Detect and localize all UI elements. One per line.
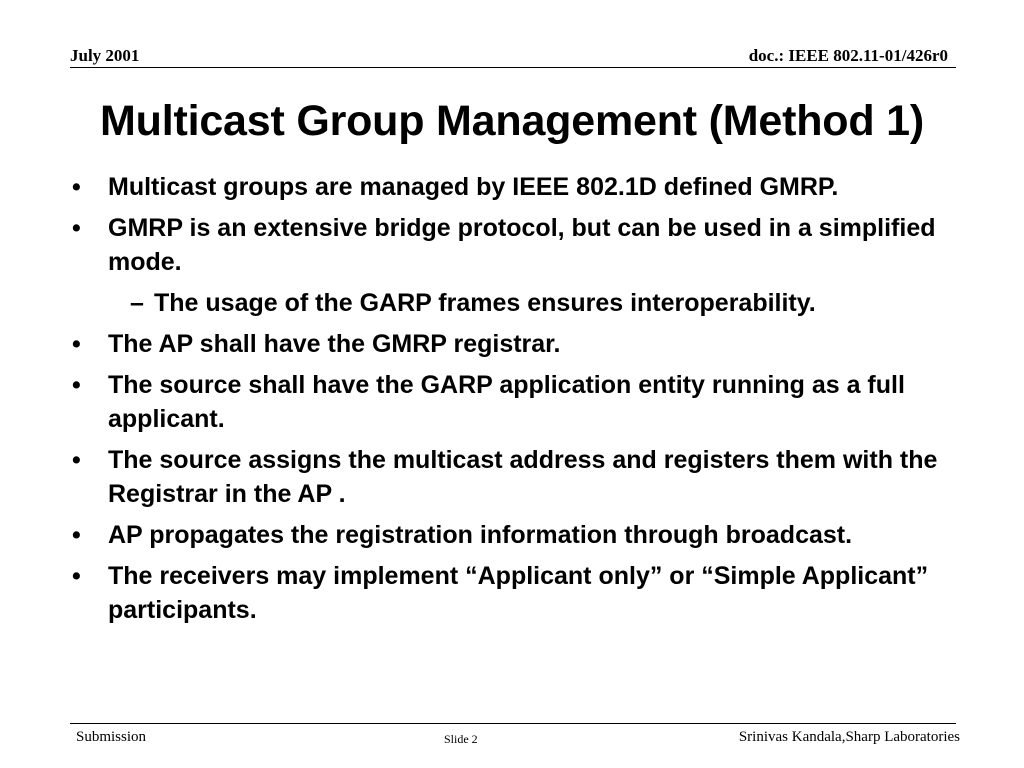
- footer-author: Srinivas Kandala,Sharp Laboratories: [738, 729, 960, 745]
- bullet-text: The receivers may implement “Applicant only” or “Simple Applicant” participants.: [108, 562, 929, 624]
- bullet-item: [70, 327, 950, 361]
- bullet-item: [70, 211, 950, 279]
- bullet-item: [70, 518, 950, 552]
- bullet-text: The AP shall have the GMRP registrar.: [108, 330, 561, 358]
- bullet-text: Multicast groups are managed by IEEE 802.1D defined GMRP.: [108, 173, 839, 201]
- bullet-list: [70, 170, 950, 634]
- bullet-text: The source assigns the multicast address and registers them with the Registrar in the AP .: [108, 446, 938, 508]
- bullet-text: GMRP is an extensive bridge protocol, but can be used in a simplified mode.: [108, 214, 936, 276]
- bullet-marker: •: [72, 521, 81, 549]
- sub-bullet-marker: –: [130, 289, 144, 317]
- header-date: July 2001: [70, 46, 140, 65]
- bullet-marker: •: [72, 173, 81, 201]
- bullet-item: [70, 368, 950, 436]
- bullet-item: [70, 443, 950, 511]
- bullet-item: [70, 559, 950, 627]
- footer-submission: Submission: [76, 729, 147, 745]
- bullet-text: The source shall have the GARP application entity running as a full applicant.: [108, 371, 905, 433]
- slide-title: Multicast Group Management (Method 1): [100, 97, 924, 145]
- bullet-marker: •: [72, 446, 81, 474]
- bullet-marker: •: [72, 214, 81, 242]
- header-divider: [70, 67, 956, 68]
- sub-bullet-item: [70, 286, 950, 320]
- bullet-marker: •: [72, 330, 81, 358]
- bullet-item: [70, 170, 950, 204]
- sub-bullet-text: The usage of the GARP frames ensures interoperability.: [154, 289, 816, 317]
- bullet-marker: •: [72, 562, 81, 590]
- footer-divider: [70, 723, 956, 724]
- header-doc-id: doc.: IEEE 802.11-01/426r0: [748, 46, 948, 65]
- slide-number: Slide 2: [444, 732, 478, 746]
- bullet-marker: •: [72, 371, 81, 399]
- bullet-text: AP propagates the registration information through broadcast.: [108, 521, 853, 549]
